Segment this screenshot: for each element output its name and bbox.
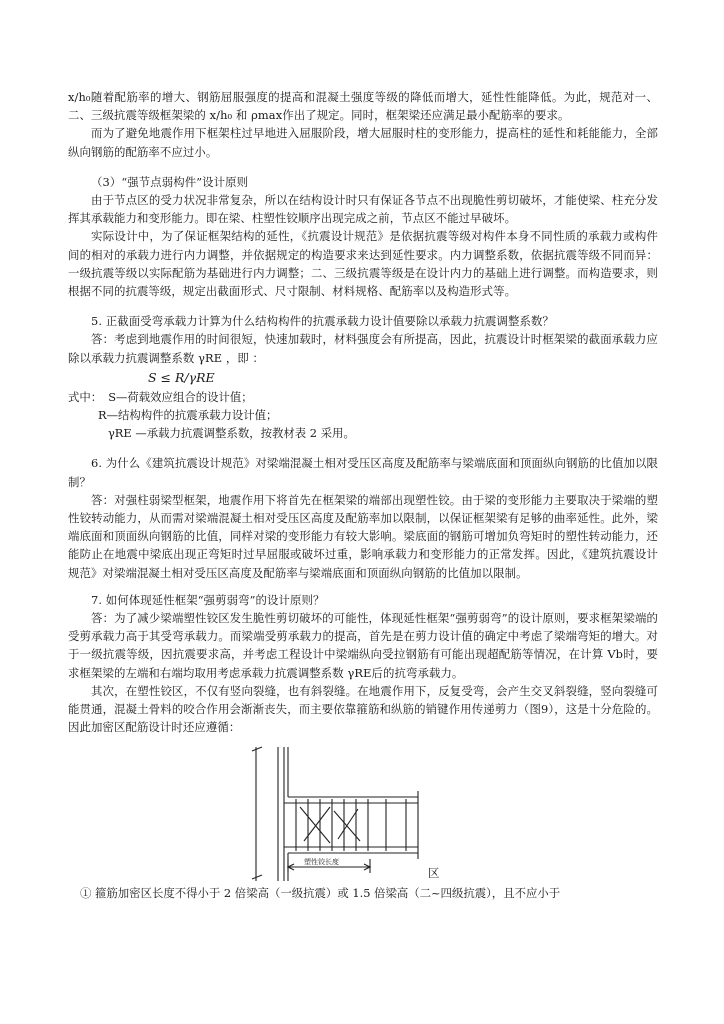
- formula: S ≤ R/γRE: [148, 369, 215, 385]
- where-label: 式中：: [68, 389, 103, 404]
- question-6: 6. 为什么《建筑抗震设计规范》对梁端混凝土相对受压区高度及配筋率与梁端底面和顶面纵向钢筋的比值加以限制？: [68, 456, 658, 489]
- paragraph-3: 由于节点区的受力状况非常复杂，所以在结构设计时只有保证各节点不出现脆性剪切破坏，才能使梁、柱充分发挥其承载能力和变形能力。即在梁、柱塑性铰顺序出现完成之前，节点区不能过早破坏。: [68, 193, 658, 226]
- formula-legend: [68, 388, 658, 443]
- question-7: 7. 如何体现延性框架“强剪弱弯”的设计原则？: [91, 592, 325, 607]
- where-r: R—结构构件的抗震承载力设计值；: [98, 408, 278, 423]
- answer-7-continued: 其次，在塑性铰区，不仅有竖向裂缝，也有斜裂缝。在地震作用下，反复受弯，会产生交叉斜裂缝，竖向裂缝可能贯通，混凝土骨料的咬合作用会渐渐丧失，而主要依靠箍筋和纵筋的销键作用传递剪力（图9），这是十分危险的。因此加密区配筋设计时还应遵循：: [68, 683, 658, 735]
- paragraph-1: x/h₀随着配筋率的增大、钢筋屈服强度的提高和混凝土强度等级的降低而增大，延性性能降低。为此，规范对一、二、三级抗震等级框架梁的 x/h₀ 和 ρmax作出了规定。同时，框架梁还应满足最小配筋率的要求。: [68, 90, 658, 123]
- where-gamma: γRE —承载力抗震调整系数，按教材表 2 采用。: [108, 426, 355, 441]
- paragraph-2: 而为了避免地震作用下框架柱过早地进入屈服阶段，增大屈服时柱的变形能力，提高柱的延性和耗能能力，全部纵向钢筋的配筋率不应过小。: [68, 126, 658, 159]
- answer-7: 答：为了减少梁端塑性铰区发生脆性剪切破坏的可能性，体现延性框架“强剪弱弯”的设计原则，要求框架梁端的受剪承载力高于其受弯承载力。而梁端受剪承载力的提高，首先是在剪力设计值的确定中考虑了梁端弯矩的增大。对于一级抗震等级，因抗震要求高，并考虑工程设计中梁端纵向受拉钢筋有可能出现超配筋等情况，在计算 Vb时，要求框架梁的左端和右端均取用考虑承载力抗震调整系数 γRE后的抗弯承载力。: [68, 611, 658, 680]
- last-line: ① 箍筋加密区长度不得小于 2 倍梁高（一级抗震）或 1.5 倍梁高（二~四级抗震），且不应小于: [80, 885, 561, 900]
- document-body: [68, 88, 658, 900]
- answer-5: 答：考虑到地震作用的时间很短，快速加载时，材料强度会有所提高，因此，抗震设计时框架梁的截面承载力应除以承载力抗震调整系数 γRE ，即 ：: [68, 332, 658, 365]
- fig-label: 塑性铰长度: [304, 857, 339, 866]
- answer-6: 答：对强柱弱梁型框架，地震作用下将首先在框架梁的端部出现塑性铰。由于梁的变形能力主要取决于梁端的塑性铰转动能力，从而需对梁端混凝土相对受压区高度及配筋率加以限制，以保证框架梁有足够的曲率延性。此外，梁端底面和顶面纵向钢筋的比值，同样对梁的变形能力有较大影响。梁底面的钢筋可增加负弯矩时的塑性转动能力，还能防止在地震中梁底出现正弯矩时过早屈服或破坏过重，影响承载力和变形能力的正常发挥。因此，《建筑抗震设计规范》对梁端混凝土相对受压区高度及配筋率与梁端底面和顶面纵向钢筋的比值加以限制。: [68, 492, 658, 580]
- beam-joint-diagram: [68, 741, 658, 889]
- paragraph-4: 实际设计中，为了保证框架结构的延性，《抗震设计规范》是依据抗震等级对构件本身不同性质的承载力或构件间的相对的承载力进行内力调整，并依据规定的构造要求来达到延性要求。内力调整系数，依据抗震等级不同而异：一级抗震等级以实际配筋为基础进行内力调整；二、三级抗震等级是在设计内力的基础上进行调整。而构造要求，则根据不同的抗震等级，规定出截面形式、尺寸限制、材料规格、配筋率以及构造形式等。: [68, 229, 658, 299]
- figure-caption: 区: [428, 865, 440, 880]
- section-3-title: （3）“强节点弱构件”设计原则: [91, 174, 249, 189]
- figure-9: [68, 741, 658, 900]
- where-s: S—荷载效应组合的设计值；: [108, 389, 253, 404]
- question-5: 5. 正截面受弯承载力计算为什么结构构件的抗震承载力设计值要除以承载力抗震调整系数？: [91, 314, 554, 329]
